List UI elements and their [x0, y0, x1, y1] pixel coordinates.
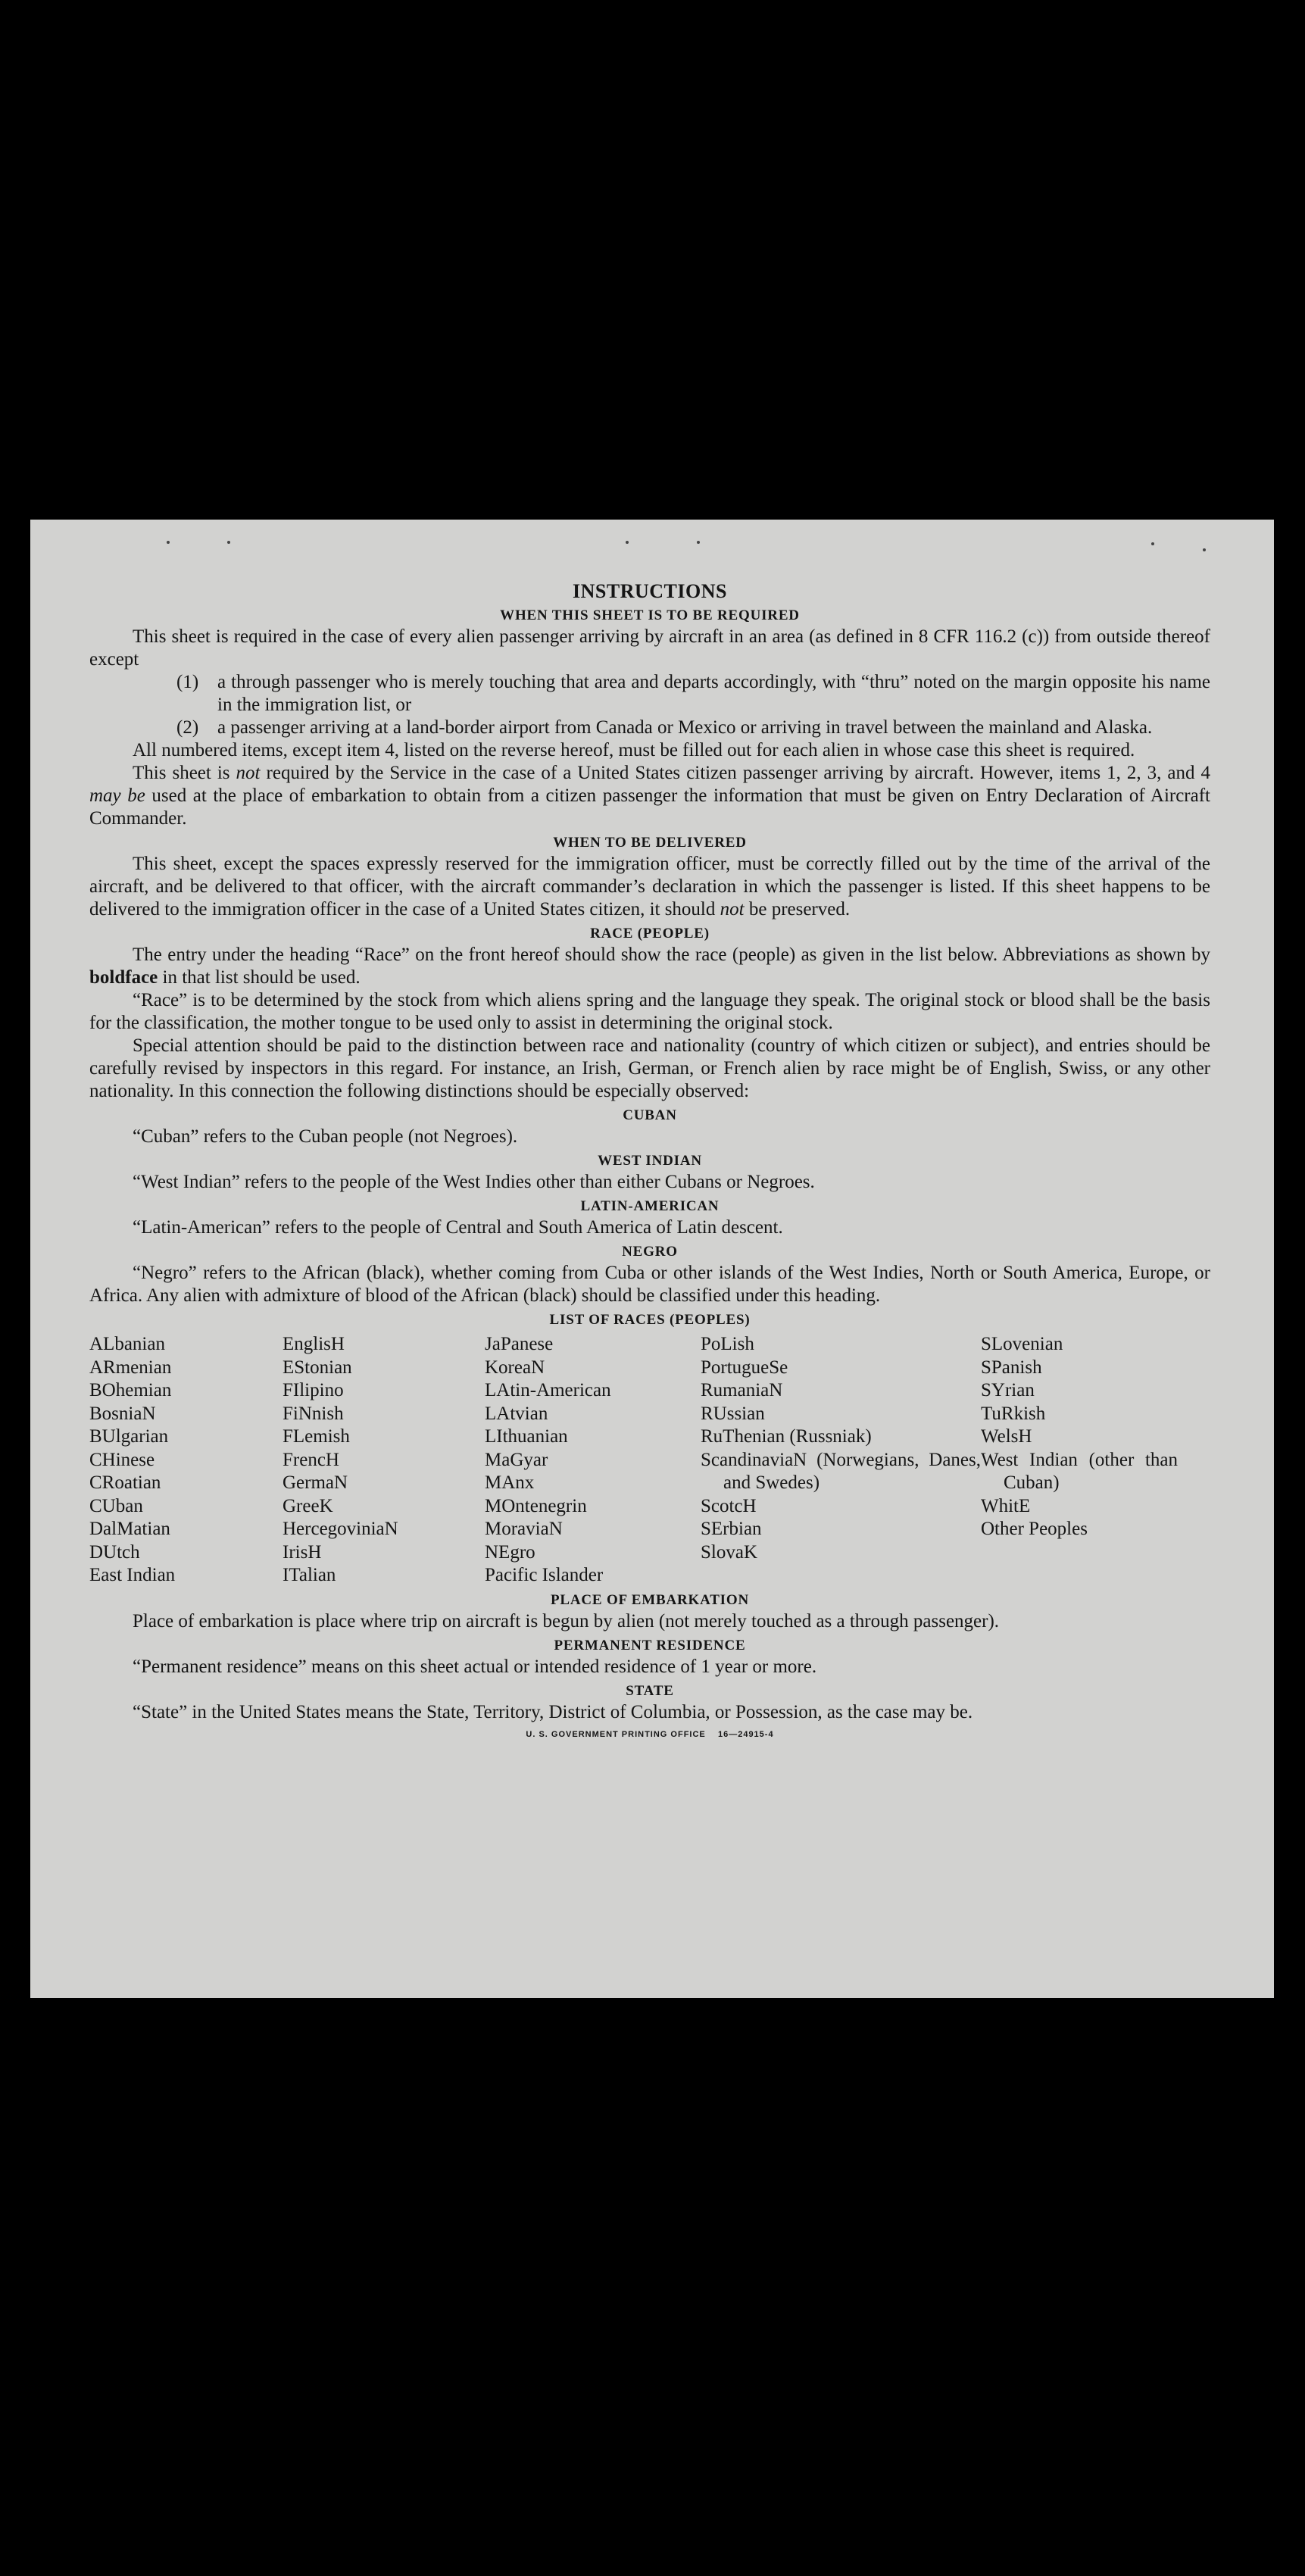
heading-place-of-embarkation: PLACE OF EMBARKATION — [551, 1591, 749, 1608]
page-title: INSTRUCTIONS — [573, 580, 727, 602]
negro-text: “Negro” refers to the African (black), whether coming from Cuba or other islands of the West Indies, North or South America, Europe, or Africa. Any alien with admixture of blood of the African (black) should be classified under this heading. — [89, 1263, 1210, 1306]
delivered-text — [89, 853, 1210, 921]
text-run: be preserved. — [744, 899, 851, 920]
west-indian-text: “West Indian” refers to the people of the West Indies other than either Cubans or Negroes. — [133, 1172, 815, 1192]
paper-speck — [167, 541, 170, 544]
race-item: CRoatian — [89, 1472, 161, 1493]
race-item: MAnx — [485, 1472, 535, 1493]
heading-permanent-residence: PERMANENT RESIDENCE — [554, 1637, 746, 1653]
race-item: ARmenian — [89, 1357, 172, 1378]
race-list — [89, 1333, 1210, 1588]
embarkation-text: Place of embarkation is place where trip on aircraft is begun by alien (not merely touched as a through passenger). — [133, 1610, 1000, 1631]
race-item: ScandinaviaN (Norwegians, Danes, and Swedes) — [701, 1449, 981, 1493]
text-run: required by the Service in the case of a United States citizen passenger arriving by aircraft. However, items 1, 2, 3, and 4 — [260, 763, 1210, 783]
race-item: PortugueSe — [701, 1357, 788, 1378]
required-para-3 — [89, 762, 1210, 830]
race-item: DalMatian — [89, 1519, 170, 1539]
race-item: GermaN — [283, 1472, 348, 1493]
printing-office-imprint: U. S. GOVERNMENT PRINTING OFFICE 16—24915-4 — [526, 1729, 774, 1739]
race-item: RUssian — [701, 1403, 765, 1424]
race-column — [701, 1333, 981, 1588]
text-run: This sheet is — [133, 763, 236, 783]
race-item: KoreaN — [485, 1357, 545, 1378]
race-item: SlovaK — [701, 1541, 757, 1563]
race-column — [485, 1333, 701, 1588]
heading-when-delivered: WHEN TO BE DELIVERED — [553, 835, 747, 851]
race-column — [89, 1333, 283, 1588]
race-para-2: “Race” is to be determined by the stock from which aliens spring and the language they speak. The original stock or blood shall be the basis for the classification, the mother tongue to be used only to assist in determining the original stock. — [89, 990, 1210, 1033]
race-item: ITalian — [283, 1565, 336, 1585]
race-item: ScotcH — [701, 1495, 757, 1516]
cuban-text: “Cuban” refers to the Cuban people (not Negroes). — [133, 1126, 518, 1147]
race-item: CUban — [89, 1495, 143, 1516]
race-item: FLemish — [283, 1426, 350, 1447]
race-item: BUlgarian — [89, 1426, 169, 1447]
heading-race: RACE (PEOPLE) — [590, 926, 710, 941]
race-item: SYrian — [981, 1380, 1035, 1400]
race-item: FrencH — [283, 1449, 339, 1470]
emphasis-text: not — [720, 899, 745, 920]
heading-list-of-races: LIST OF RACES (PEOPLES) — [549, 1312, 751, 1328]
race-item: SPanish — [981, 1357, 1042, 1378]
race-item: EnglisH — [283, 1334, 345, 1354]
item-text: a passenger arriving at a land-border airport from Canada or Mexico or arriving in travel between the mainland and Alaska. — [217, 717, 1153, 738]
race-item: MOntenegrin — [485, 1495, 587, 1516]
bold-text: boldface — [89, 967, 158, 988]
paper-speck — [1203, 548, 1206, 551]
required-para-2: All numbered items, except item 4, listed on the reverse hereof, must be filled out for each alien in whose case this sheet is required. — [133, 740, 1135, 760]
race-item: WelsH — [981, 1426, 1032, 1447]
race-item: RumaniaN — [701, 1380, 783, 1400]
text-run: in that list should be used. — [158, 967, 361, 988]
race-item: HercegoviniaN — [283, 1519, 398, 1539]
race-item: JaPanese — [485, 1334, 554, 1354]
race-item: NEgro — [485, 1541, 535, 1563]
race-item: LAtvian — [485, 1403, 548, 1424]
race-item: EStonian — [283, 1357, 352, 1378]
text-run: The entry under the heading “Race” on the front hereof should show the race (people) as given in the list below. Abbreviations as shown by — [133, 945, 1210, 965]
race-item: FIlipino — [283, 1380, 344, 1400]
heading-when-required: WHEN THIS SHEET IS TO BE REQUIRED — [500, 607, 800, 623]
text-run: This sheet, except the spaces expressly reserved for the immigration officer, must be correctly filled out by the time of the arrival of the aircraft, and be delivered to that officer, with the aircraft commander’s declaration in which the passenger is listed. If this sheet happens to be delivered to the immigration officer in the case of a United States citizen, it should — [89, 854, 1210, 920]
race-item: Other Peoples — [981, 1519, 1088, 1539]
emphasis-text: not — [236, 763, 261, 783]
item-number: (2) — [176, 717, 199, 738]
race-item: SLovenian — [981, 1334, 1063, 1354]
race-item: IrisH — [283, 1541, 322, 1563]
heading-cuban: CUBAN — [623, 1107, 677, 1123]
paper-speck — [697, 541, 700, 544]
latin-american-text: “Latin-American” refers to the people of Central and South America of Latin descent. — [133, 1217, 783, 1238]
race-column — [981, 1333, 1178, 1588]
numbered-item — [176, 717, 1210, 739]
race-item: TuRkish — [981, 1403, 1046, 1424]
numbered-item — [176, 671, 1210, 717]
race-item: SErbian — [701, 1519, 762, 1539]
race-para-1 — [89, 944, 1210, 989]
race-column — [283, 1333, 485, 1588]
item-number: (1) — [176, 672, 199, 692]
emphasis-text: may be — [89, 785, 145, 806]
heading-state: STATE — [626, 1682, 674, 1699]
paper-speck — [227, 541, 230, 544]
race-item: CHinese — [89, 1449, 155, 1470]
race-item: BosniaN — [89, 1403, 156, 1424]
state-text: “State” in the United States means the State, Territory, District of Columbia, or Possession, as the case may be. — [133, 1701, 973, 1722]
paper-speck — [1151, 542, 1154, 545]
race-item: BOhemian — [89, 1380, 172, 1400]
heading-west-indian: WEST INDIAN — [598, 1153, 702, 1169]
race-item: MoraviaN — [485, 1519, 563, 1539]
race-para-3: Special attention should be paid to the distinction between race and nationality (country of which citizen or subject), and entries should be carefully revised by inspectors in this regard. For instance, an Irish, German, or French alien by race might be of English, Swiss, or any other nationality. In this connection the following distinctions should be especially observed: — [89, 1035, 1210, 1101]
race-item: FiNnish — [283, 1403, 344, 1424]
residence-text: “Permanent residence” means on this sheet actual or intended residence of 1 year or more. — [133, 1656, 817, 1677]
item-text: a through passenger who is merely touching that area and departs accordingly, with “thru” noted on the margin opposite his name in the immigration list, or — [217, 672, 1210, 715]
race-item: LAtin-American — [485, 1380, 611, 1400]
race-item: RuThenian (Russniak) — [701, 1426, 872, 1447]
race-item: West Indian (other than Cuban) — [981, 1449, 1178, 1493]
race-item: LIthuanian — [485, 1426, 568, 1447]
race-item: MaGyar — [485, 1449, 548, 1470]
race-item: ALbanian — [89, 1334, 165, 1354]
race-item: WhitE — [981, 1495, 1031, 1516]
text-run: used at the place of embarkation to obtain from a citizen passenger the information that must be given on Entry Declaration of Aircraft Commander. — [89, 785, 1211, 829]
heading-negro: NEGRO — [622, 1244, 678, 1260]
heading-latin-american: LATIN-AMERICAN — [580, 1198, 720, 1214]
race-item: GreeK — [283, 1495, 333, 1516]
race-item: DUtch — [89, 1541, 140, 1563]
race-item: East Indian — [89, 1565, 176, 1585]
race-item: PoLish — [701, 1334, 754, 1354]
instruction-sheet — [30, 520, 1274, 1998]
race-item: Pacific Islander — [485, 1565, 604, 1585]
paper-speck — [626, 541, 629, 544]
required-intro: This sheet is required in the case of every alien passenger arriving by aircraft in an area (as defined in 8 CFR 116.2 (c)) from outside thereof except — [89, 626, 1210, 670]
